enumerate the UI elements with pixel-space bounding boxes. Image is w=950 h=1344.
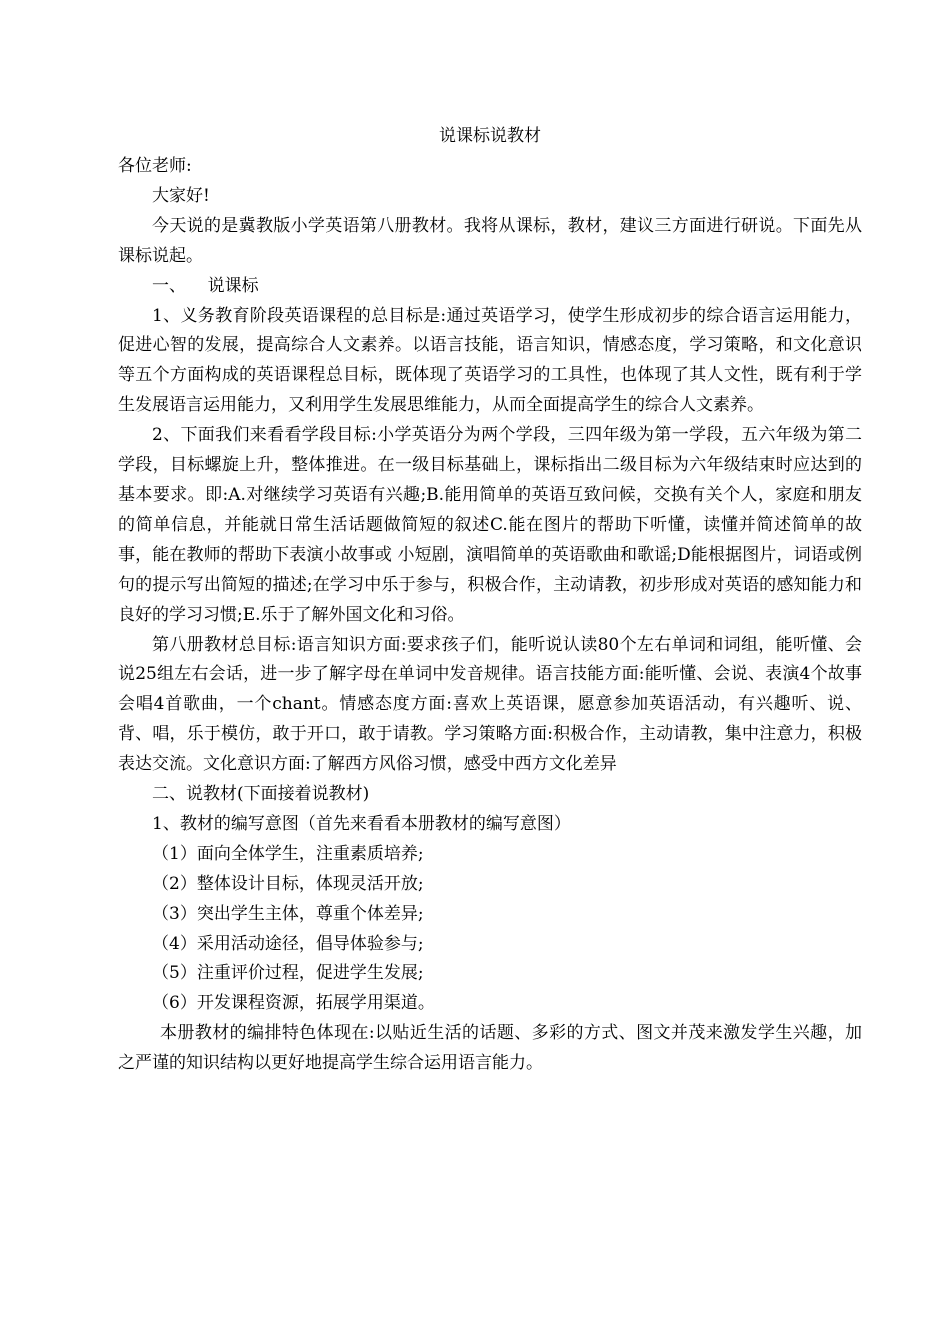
list-item: （3）突出学生主体，尊重个体差异; xyxy=(152,903,424,924)
list-item: （4）采用活动途径，倡导体验参与; xyxy=(152,933,424,954)
hello-line: 大家好! xyxy=(152,185,210,206)
intro-paragraph: 今天说的是冀教版小学英语第八册教材。我将从课标，教材，建议三方面进行研说。下面先从课标说起。 xyxy=(118,215,862,266)
list-item: （5）注重评价过程，促进学生发展; xyxy=(152,963,424,984)
list-item: （6）开发课程资源，拓展学用渠道。 xyxy=(152,993,435,1014)
list-item: （2）整体设计目标，体现灵活开放; xyxy=(152,873,424,894)
list-item: （1）面向全体学生，注重素质培养; xyxy=(152,843,424,864)
section1-paragraph-3: 第八册教材总目标:语言知识方面:要求孩子们，能听说认读80个左右单词和词组，能听懂、会说25组左右会话，进一步了解字母在单词中发音规律。语言技能方面:能听懂、会说、表演4个故事会唱4首歌曲，一个chant。情感态度方面:喜欢上英语课，愿意参加英语活动，有兴趣听、说、背、唱，乐于模仿，敢于开口，敢于请教。学习策略方面:积极合作，主动请教，集中注意力，积极表达交流。文化意识方面:了解西方风俗习惯，感受中西方文化差异 xyxy=(118,634,862,775)
section1-paragraph-1: 1、义务教育阶段英语课程的总目标是:通过英语学习，使学生形成初步的综合语言运用能力，促进心智的发展，提高综合人文素养。以语言技能，语言知识，情感态度，学习策略，和文化意识等五个方面构成的英语课程总目标，既体现了英语学习的工具性，也体现了其人文性，既有利于学生发展语言运用能力，又利用学生发展思维能力，从而全面提高学生的综合人文素养。 xyxy=(118,305,862,416)
section1-heading: 一、 说课标 xyxy=(152,275,259,296)
document-title: 说课标说教材 xyxy=(439,126,541,146)
section2-subheading-1: 1、教材的编写意图（首先来看看本册教材的编写意图） xyxy=(152,813,571,834)
section2-heading: 二、说教材(下面接着说教材) xyxy=(152,784,370,805)
section2-final-paragraph: 本册教材的编排特色体现在:以贴近生活的话题、多彩的方式、图文并茂来激发学生兴趣，加之严谨的知识结构以更好地提高学生综合运用语言能力。 xyxy=(118,1023,862,1074)
greeting: 各位老师: xyxy=(118,156,192,176)
document-page xyxy=(118,124,862,1079)
section1-paragraph-2: 2、下面我们来看看学段目标:小学英语分为两个学段，三四年级为第一学段，五六年级为第二学段，目标螺旋上升，整体推进。在一级目标基础上，课标指出二级目标为六年级结束时应达到的基本要求。即:A.对继续学习英语有兴趣;B.能用简单的英语互致问候，交换有关个人，家庭和朋友的简单信息，并能就日常生活话题做简短的叙述C.能在图片的帮助下听懂，读懂并简述简单的故事，能在教师的帮助下表演小故事或 小短剧，演唱简单的英语歌曲和歌谣;D能根据图片，词语或例句的提示写出简短的描述;在学习中乐于参与，积极合作，主动请教，初步形成对英语的感知能力和良好的学习习惯;E.乐于了解外国文化和习俗。 xyxy=(118,425,862,625)
